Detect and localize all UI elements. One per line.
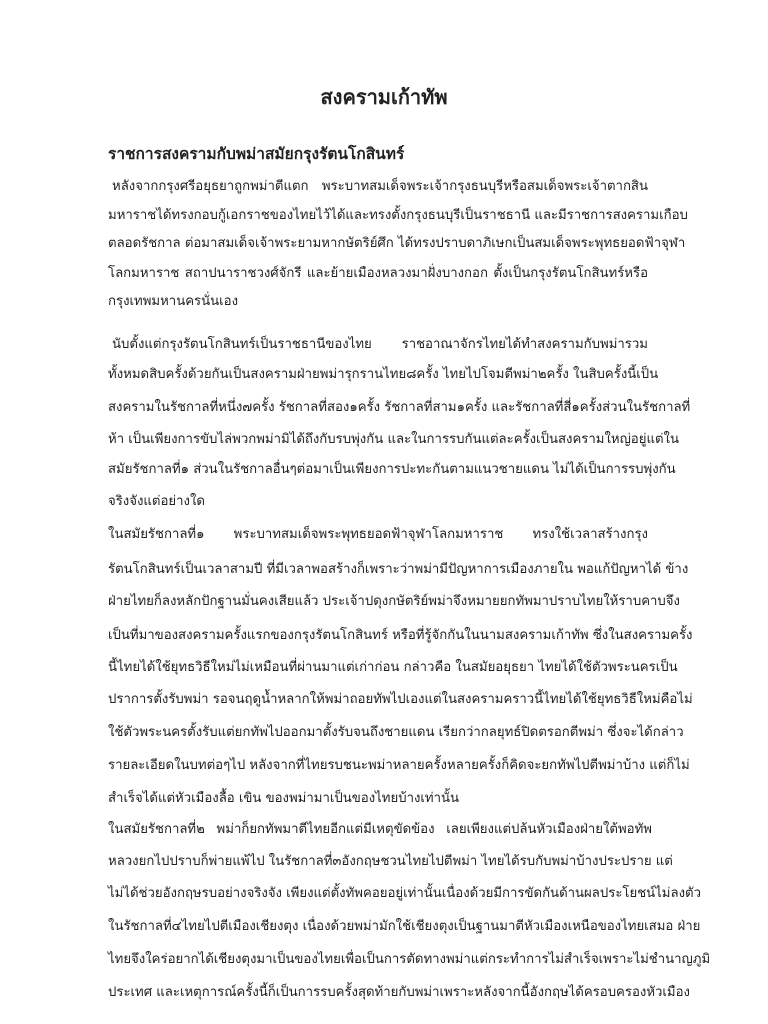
- paragraph-line: สมัยรัชกาลที่๑ ส่วนในรัชกาลอื่นๆต่อมาเป็นเพียงการปะทะกันตามแนวชายแดน ไม่ได้เป็นการรบพุ่งกัน: [108, 462, 676, 477]
- document-title: สงครามเก้าทัพ: [320, 85, 448, 109]
- paragraph-line: จริงจังแต่อย่างใด: [108, 494, 205, 509]
- paragraph-line: ไม่ได้ช่วยอังกฤษรบอย่างจริงจัง เพียงแต่ตั้งทัพคอยอยู่เท่านั้นเนื่องด้วยมีการขัดกันด้านผลประโยชน์ไม่ลงตัว: [108, 886, 701, 901]
- paragraph-line: ปราการตั้งรับพม่า รอจนฤดูน้ำหลากให้พม่าถอยทัพไปเองแต่ในสงครามคราวนี้ไทยได้ใช้ยุทธวิธีใหม่คือไม่: [108, 692, 693, 707]
- paragraph-line: รายละเอียดในบทต่อๆไป หลังจากที่ไทยรบชนะพม่าหลายครั้งหลายครั้งก็คิดจะยกทัพไปตีพม่าบ้าง แต่ก็ไม่: [108, 758, 690, 773]
- paragraph-line: ทั้งหมดสิบครั้งด้วยกันเป็นสงครามฝ่ายพม่ารุกรานไทย๘ครั้ง ไทยไปโจมตีพม่า๒ครั้ง ในสิบครั้งนี้เป็น: [108, 367, 659, 382]
- paragraph-line: โลกมหาราช สถาปนาราชวงศ์จักรี และย้ายเมืองหลวงมาฝั่งบางกอก ตั้งเป็นกรุงรัตนโกสินทร์หรือ: [108, 266, 648, 281]
- paragraph-line: ตลอดรัชกาล ต่อมาสมเด็จเจ้าพระยามหากษัตริย์ศึก ได้ทรงปราบดาภิเษกเป็นสมเด็จพระพุทธยอดฟ้าจุฬา: [108, 236, 686, 251]
- paragraph-line: สงครามในรัชกาลที่หนึ่ง๗ครั้ง รัชกาลที่สอง๑ครั้ง รัชกาลที่สาม๑ครั้ง และรัชกาลที่สี่๑ครั้งส่วนในรัชกาลที่: [108, 400, 691, 415]
- paragraph-line: ในสมัยรัชกาลที่๑ พระบาทสมเด็จพระพุทธยอดฟ้าจุฬาโลกมหาราช ทรงใช้เวลาสร้างกรุง: [108, 527, 648, 542]
- paragraph-line: ในสมัยรัชกาลที่๒ พม่าก็ยกทัพมาตีไทยอีกแต่มีเหตุขัดข้อง เลยเพียงแต่ปล้นหัวเมืองฝ่ายใต้พอทัพ: [108, 822, 652, 837]
- paragraph-line: นับตั้งแต่กรุงรัตนโกสินทร์เป็นราชธานีของไทย ราชอาณาจักรไทยได้ทำสงครามกับพม่ารวม: [112, 337, 648, 352]
- paragraph-line: มหาราชได้ทรงกอบกู้เอกราชของไทยไว้ได้และทรงตั้งกรุงธนบุรีเป็นราชธานี และมีราชการสงครามเกือบ: [108, 208, 688, 223]
- paragraph-line: หลวงยกไปปราบก็พ่ายแพ้ไป ในรัชกาลที่๓อังกฤษชวนไทยไปตีพม่า ไทยได้รบกับพม่าบ้างประปราย แต่: [108, 854, 673, 869]
- paragraph-line: เป็นที่มาของสงครามครั้งแรกของกรุงรัตนโกสินทร์ หรือที่รู้จักกันในนามสงครามเก้าทัพ ซึ่งในสงครามครั้ง: [108, 628, 693, 643]
- paragraph-line: กรุงเทพมหานครนั่นเอง: [108, 294, 239, 309]
- paragraph-line: ในรัชกาลที่๔ไทยไปตีเมืองเชียงตุง เนื่องด้วยพม่ามักใช้เชียงตุงเป็นฐานมาตีหัวเมืองเหนือของไทยเสมอ ฝ่าย: [108, 919, 701, 934]
- paragraph-line: ฝ่ายไทยก็ลงหลักปักฐานมั่นคงเสียแล้ว ประเจ้าปดุงกษัตริย์พม่าจึงหมายยกทัพมาปราบไทยให้ราบคาบจึง: [108, 594, 680, 609]
- paragraph-line: ใช้ตัวพระนครตั้งรับแต่ยกทัพไปออกมาตั้งรับจนถึงชายแดน เรียกว่ากลยุทธ์ปิดตรอกตีพม่า ซึ่งจะได้กล่าว: [108, 725, 684, 740]
- paragraph-line: หลังจากกรุงศรีอยุธยาถูกพม่าตีแตก พระบาทสมเด็จพระเจ้ากรุงธนบุรีหรือสมเด็จพระเจ้าตากสิน: [112, 179, 648, 194]
- paragraph-line: ห้า เป็นเพียงการขับไล่พวกพม่ามิได้ถึงกับรบพุ่งกัน และในการรบกันแต่ละครั้งเป็นสงครามใหญ่อยู่แต่ใน: [108, 432, 679, 447]
- paragraph-line: สำเร็จได้แต่หัวเมืองลื้อ เขิน ของพม่ามาเป็นของไทยบ้างเท่านั้น: [108, 791, 460, 806]
- paragraph-line: รัตนโกสินทร์เป็นเวลาสามปี ที่มีเวลาพอสร้างก็เพราะว่าพม่ามีปัญหาการเมืองภายใน พอแก้ปัญหาได้ ข้าง: [108, 562, 689, 577]
- paragraph-line: นี้ไทยได้ใช้ยุทธวิธีใหม่ไม่เหมือนที่ผ่านมาแต่เก่าก่อน กล่าวคือ ในสมัยอยุธยา ไทยได้ใช้ตัวพระนครเป็น: [108, 660, 678, 675]
- paragraph-line: ไทยจึงใคร่อยากได้เชียงตุงมาเป็นของไทยเพื่อเป็นการตัดทางพม่าแต่กระทำการไม่สำเร็จเพราะไม่ชำนาญภูมิ: [108, 952, 711, 967]
- section-heading: ราชการสงครามกับพม่าสมัยกรุงรัตนโกสินทร์: [108, 144, 405, 163]
- paragraph-line: ประเทศ และเหตุการณ์ครั้งนี้ก็เป็นการรบครั้งสุดท้ายกับพม่าเพราะหลังจากนี้อังกฤษได้ครอบครองหัวเมือง: [108, 985, 690, 1000]
